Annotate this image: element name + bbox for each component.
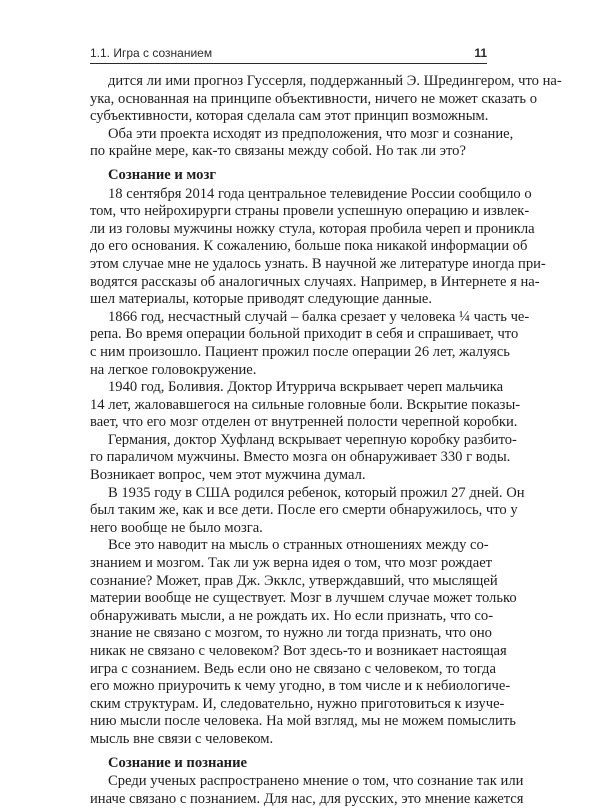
paragraph bbox=[90, 308, 530, 379]
text-line: го параличом мужчины. Вместо мозга он обнаруживает 330 г воды. bbox=[90, 449, 511, 466]
text-line: никак не связано с человеком? Вот здесь-то и возникает настоящая bbox=[90, 643, 507, 659]
text-line: Среди ученых распространено мнение о том, что сознание так или bbox=[108, 773, 524, 790]
text-line: на легкое головокружение. bbox=[90, 361, 257, 378]
text-line: 1866 год, несчастный случай – балка срезает у человека ¼ часть че- bbox=[108, 308, 530, 325]
text-line: до его основания. К сожалению, больше пока никакой информации об bbox=[90, 238, 528, 255]
text-line: материи вообще не существует. Мозг в лучшем случае может только bbox=[90, 590, 517, 607]
text-line: ским структурам. И, следовательно, нужно приготовиться к изучe- bbox=[90, 695, 505, 712]
text-line: 1940 год, Боливия. Доктор Итуррича вскрывает череп мальчика bbox=[108, 379, 504, 396]
text-line: иначе связано с познанием. Для нас, для русских, это мнение кажется bbox=[90, 790, 524, 807]
paragraph bbox=[90, 773, 524, 808]
paragraph bbox=[90, 379, 521, 432]
text-line: Все это наводит на мысль о странных отношениях между со- bbox=[108, 537, 489, 554]
text-line: Оба эти проекта исходят из предположения, что мозг и сознание, bbox=[108, 125, 514, 142]
text-line: был таким же, как и все дети. После его смерти обнаружилось, что у bbox=[90, 502, 518, 519]
text-line: по крайне мере, как-то связаны между собой. Но так ли это? bbox=[90, 143, 466, 160]
section-title: 1.1. Игра с сознанием bbox=[90, 46, 213, 60]
text-line: том, что нейрохирурги страны провели успешную операцию и извлек- bbox=[90, 203, 530, 220]
text-line: репа. Во время операции больной приходит в себя и спрашивает, что bbox=[90, 326, 519, 343]
running-head bbox=[90, 46, 487, 60]
text-line: вает, что его мозг отделен от внутренней полости черепной коробки. bbox=[90, 414, 518, 431]
text-line: него вообще не было мозга. bbox=[90, 519, 263, 536]
text-line: его можно приурочить к чему угодно, в том числе и к небиологиче- bbox=[90, 678, 511, 695]
section-heading: Сознание и мозг bbox=[108, 166, 216, 183]
text-line: 14 лет, жаловавшегося на сильные головные боли. Вскрытие показы- bbox=[90, 396, 521, 413]
paragraph bbox=[90, 431, 517, 485]
text-line: нию мысли после человека. На мой взгляд, мы не можем помыслить bbox=[90, 713, 516, 730]
paragraph bbox=[90, 73, 562, 126]
header-rule bbox=[90, 63, 487, 64]
text-line: сознание? Может, прав Дж. Экклс, утверждавший, что мыслящей bbox=[90, 572, 498, 589]
paragraph bbox=[90, 125, 514, 161]
text-line: обнаруживать мысли, а не рождать их. Но если признать, что со- bbox=[90, 607, 494, 624]
page-body bbox=[90, 73, 562, 808]
text-line: знанием и мозгом. Так ли уж верна идея о том, что мозг рождает bbox=[90, 555, 493, 572]
text-line: ли из головы мужчины ножку стула, которая пробила череп и проникла bbox=[90, 220, 535, 237]
text-line: шел материалы, которые приводят следующие данные. bbox=[90, 291, 433, 308]
text-line: В 1935 году в США родился ребенок, который прожил 27 дней. Он bbox=[108, 484, 525, 501]
text-line: 18 сентября 2014 года центральное телевидение России сообщило о bbox=[108, 185, 532, 202]
text-line: с ним произошло. Пациент прожил после операции 26 лет, жалуясь bbox=[90, 343, 510, 360]
text-line: Возникает вопрос, чем этот мужчина думал. bbox=[90, 467, 366, 484]
paragraph bbox=[90, 537, 517, 748]
text-line: знание не связано с мозгом, то нужно ли тогда признать, что оно bbox=[90, 625, 492, 642]
text-line: игра с сознанием. Ведь если оно не связано с человеком, то тогда bbox=[90, 660, 496, 677]
section-heading: Сознание и познание bbox=[108, 754, 247, 771]
paragraph bbox=[90, 484, 525, 538]
text-line: этом случае мне не удалось узнать. В научной же литературе иногда при- bbox=[90, 255, 546, 272]
text-line: ука, основанная на принципе объективности, ничего не может сказать о bbox=[90, 90, 537, 107]
text-line: дится ли ими прогноз Гуссерля, поддержанный Э. Шредингером, что на- bbox=[108, 73, 562, 89]
text-line: Германия, доктор Хуфланд вскрывает черепную коробку разбито- bbox=[108, 431, 517, 448]
text-line: водятся рассказы об аналогичных случаях. Например, в Интернете я на- bbox=[90, 273, 540, 290]
paragraph bbox=[90, 185, 546, 309]
text-line: мысль вне связи с человеком. bbox=[90, 730, 274, 747]
text-line: субъективности, которая сделала сам этот принцип возможным. bbox=[90, 108, 489, 125]
page-number: 11 bbox=[474, 46, 487, 60]
